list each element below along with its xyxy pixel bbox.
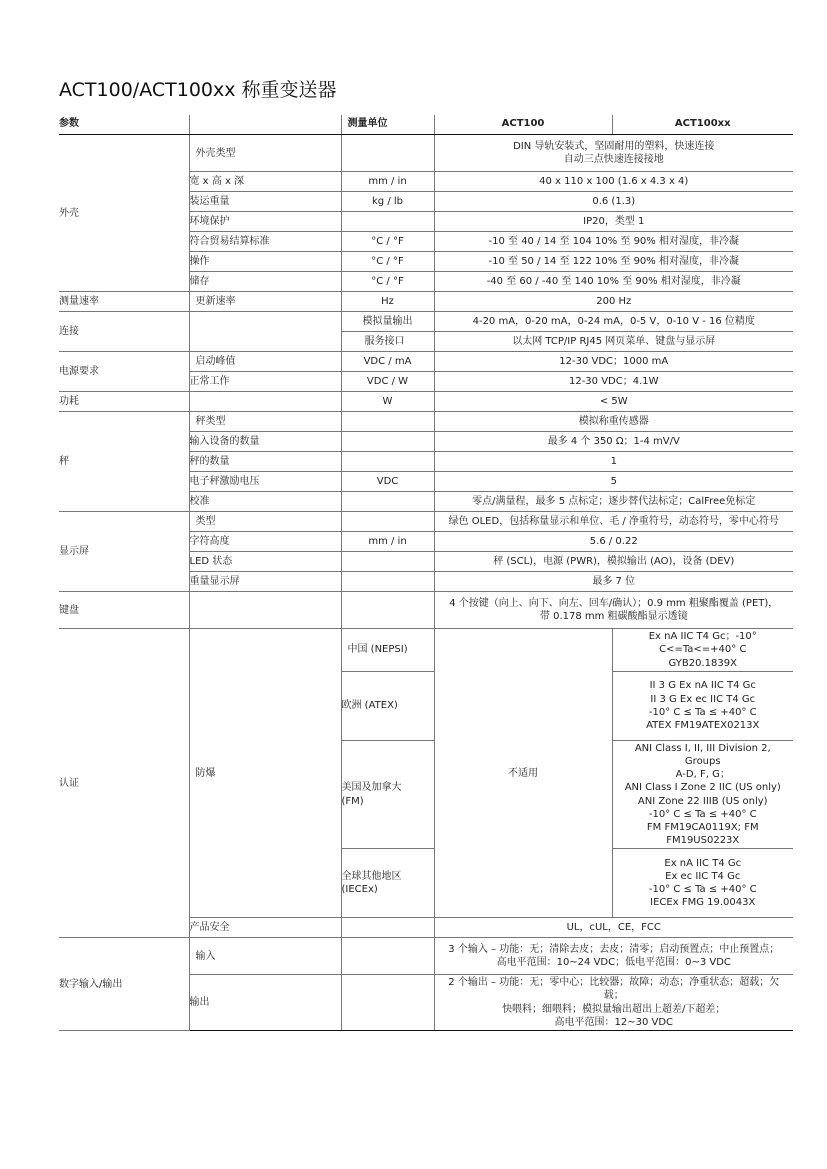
cert-value-us: ANI Class I, II, III Division 2, Groups A-D, F, G； ANI Class I Zone 2 IIC (US only) ANI Zone 22 IIIB (US only) -10° C ≤ Ta ≤ +40° C FM FM19CA0119X; FM FM19US0223X — [612, 740, 793, 849]
row-unit: mm / in — [341, 172, 434, 192]
row-label: 输入设备的数量 — [189, 432, 341, 452]
cert-region-europe: 欧洲 (ATEX) — [341, 671, 434, 740]
row-label: 重量显示屏 — [189, 572, 341, 592]
row-value: 200 Hz — [434, 292, 793, 312]
row-unit: mm / in — [341, 532, 434, 552]
row-value: 零点/满量程，最多 5 点标定；逐步替代法标定；CalFree免标定 — [434, 492, 793, 512]
row-label: 符合贸易结算标准 — [189, 232, 341, 252]
row-label: 储存 — [189, 272, 341, 292]
spec-table — [59, 115, 793, 1031]
table-row — [59, 592, 793, 629]
row-label — [189, 312, 341, 352]
row-value: 3 个输入 – 功能：无；清除去皮；去皮；清零；启动预置点；中止预置点； 高电平范围：10~24 VDC；低电平范围：0~3 VDC — [434, 938, 793, 975]
header-param: 参数 — [59, 115, 189, 135]
row-value: 12-30 VDC；1000 mA — [434, 352, 793, 372]
header-act100xx: ACT100xx — [612, 115, 793, 135]
row-unit: VDC / mA — [341, 352, 434, 372]
row-unit — [341, 572, 434, 592]
row-label: 产品安全 — [189, 918, 341, 938]
row-unit: 模拟量输出 — [341, 312, 434, 332]
row-unit — [341, 452, 434, 472]
row-label: 输出 — [189, 975, 341, 1031]
table-header-row — [59, 115, 793, 135]
row-label: 秤的数量 — [189, 452, 341, 472]
row-unit: °C / °F — [341, 272, 434, 292]
row-label — [189, 592, 341, 629]
row-value: 4-20 mA，0-20 mA，0-24 mA，0-5 V，0-10 V - 16 位精度 — [434, 312, 793, 332]
group-consumption: 功耗 — [59, 392, 189, 412]
row-label — [189, 392, 341, 412]
row-unit: °C / °F — [341, 232, 434, 252]
row-label: 启动峰值 — [189, 352, 341, 372]
group-display: 显示屏 — [59, 512, 189, 592]
row-label: LED 状态 — [189, 552, 341, 572]
table-row — [59, 135, 793, 172]
cert-value-global: Ex nA IIC T4 Gc Ex ec IIC T4 Gc -10° C ≤ Ta ≤ +40° C IECEx FMG 19.0043X — [612, 849, 793, 918]
table-row — [59, 352, 793, 372]
row-unit: VDC / W — [341, 372, 434, 392]
row-label: 防爆 — [189, 629, 341, 918]
row-value: 4 个按键（向上、向下、向左、回车/确认）；0.9 mm 粗聚酯覆盖 (PET)， 带 0.178 mm 粗碳酸酯显示透镜 — [434, 592, 793, 629]
cert-region-china: 中国 (NEPSI) — [341, 629, 434, 672]
table-row — [59, 629, 793, 672]
row-value: 绿色 OLED，包括称量显示和单位、毛 / 净重符号，动态符号，零中心符号 — [434, 512, 793, 532]
row-label: 外壳类型 — [189, 135, 341, 172]
row-label: 宽 x 高 x 深 — [189, 172, 341, 192]
group-keypad: 键盘 — [59, 592, 189, 629]
row-label: 字符高度 — [189, 532, 341, 552]
row-unit — [341, 432, 434, 452]
row-unit: Hz — [341, 292, 434, 312]
group-power: 电源要求 — [59, 352, 189, 392]
row-value: 1 — [434, 452, 793, 472]
row-unit — [341, 552, 434, 572]
row-value: 5 — [434, 472, 793, 492]
row-label: 装运重量 — [189, 192, 341, 212]
row-value: 最多 7 位 — [434, 572, 793, 592]
row-value: 模拟称重传感器 — [434, 412, 793, 432]
row-value: IP20，类型 1 — [434, 212, 793, 232]
explosion-act100-value: 不适用 — [434, 629, 612, 918]
row-unit: VDC — [341, 472, 434, 492]
page-title: ACT100/ACT100xx 称重变送器 — [59, 79, 337, 101]
row-unit — [341, 975, 434, 1031]
group-scale: 秤 — [59, 412, 189, 512]
row-value: 0.6 (1.3) — [434, 192, 793, 212]
table-row — [59, 938, 793, 975]
table-row — [59, 412, 793, 432]
table-row — [59, 292, 793, 312]
row-value: 12-30 VDC；4.1W — [434, 372, 793, 392]
table-row — [59, 392, 793, 412]
group-dio: 数字输入/输出 — [59, 938, 189, 1031]
table-row — [59, 312, 793, 332]
row-value: -10 至 40 / 14 至 104 10% 至 90% 相对湿度，非冷凝 — [434, 232, 793, 252]
row-label: 类型 — [189, 512, 341, 532]
row-unit: 服务接口 — [341, 332, 434, 352]
group-meas-rate: 测量速率 — [59, 292, 189, 312]
row-label: 正常工作 — [189, 372, 341, 392]
row-value: 40 x 110 x 100 (1.6 x 4.3 x 4) — [434, 172, 793, 192]
row-value: 以太网 TCP/IP RJ45 网页菜单、键盘与显示屏 — [434, 332, 793, 352]
row-label: 电子秤激励电压 — [189, 472, 341, 492]
row-value: < 5W — [434, 392, 793, 412]
table-row — [59, 512, 793, 532]
row-value: 秤 (SCL)，电源 (PWR)，模拟输出 (AO)，设备 (DEV) — [434, 552, 793, 572]
group-connection: 连接 — [59, 312, 189, 352]
row-unit — [341, 918, 434, 938]
row-unit — [341, 212, 434, 232]
cert-region-us: 美国及加拿大 (FM) — [341, 740, 434, 849]
row-unit — [341, 135, 434, 172]
row-unit: kg / lb — [341, 192, 434, 212]
row-label: 输入 — [189, 938, 341, 975]
row-unit — [341, 938, 434, 975]
row-unit — [341, 592, 434, 629]
row-value: UL，cUL，CE，FCC — [434, 918, 793, 938]
row-label: 操作 — [189, 252, 341, 272]
row-label: 校准 — [189, 492, 341, 512]
header-act100: ACT100 — [434, 115, 612, 135]
row-unit: W — [341, 392, 434, 412]
cert-region-global: 全球其他地区 (IECEx) — [341, 849, 434, 918]
row-unit: °C / °F — [341, 252, 434, 272]
row-label: 更新速率 — [189, 292, 341, 312]
group-housing: 外壳 — [59, 135, 189, 292]
header-blank — [189, 115, 341, 135]
row-value: 5.6 / 0.22 — [434, 532, 793, 552]
row-label: 环境保护 — [189, 212, 341, 232]
row-unit — [341, 512, 434, 532]
row-value: 最多 4 个 350 Ω；1-4 mV/V — [434, 432, 793, 452]
row-value: DIN 导轨安装式，坚固耐用的塑料，快速连接 自动三点快速连接接地 — [434, 135, 793, 172]
cert-value-europe: II 3 G Ex nA IIC T4 Gc II 3 G Ex ec IIC T4 Gc -10° C ≤ Ta ≤ +40° C ATEX FM19ATEX0213X — [612, 671, 793, 740]
row-label: 秤类型 — [189, 412, 341, 432]
row-value: -10 至 50 / 14 至 122 10% 至 90% 相对湿度，非冷凝 — [434, 252, 793, 272]
cert-value-china: Ex nA IIC T4 Gc；-10° C<=Ta<=+40° C GYB20.1839X — [612, 629, 793, 672]
row-unit — [341, 412, 434, 432]
row-unit — [341, 492, 434, 512]
row-value: 2 个输出 – 功能：无；零中心；比较器；故障；动态；净重状态；超载；欠载； 快喂料；细喂料；模拟量输出超出上超差/下超差； 高电平范围：12~30 VDC — [434, 975, 793, 1031]
header-unit: 测量单位 — [341, 115, 434, 135]
group-cert: 认证 — [59, 629, 189, 938]
row-value: -40 至 60 / -40 至 140 10% 至 90% 相对湿度，非冷凝 — [434, 272, 793, 292]
